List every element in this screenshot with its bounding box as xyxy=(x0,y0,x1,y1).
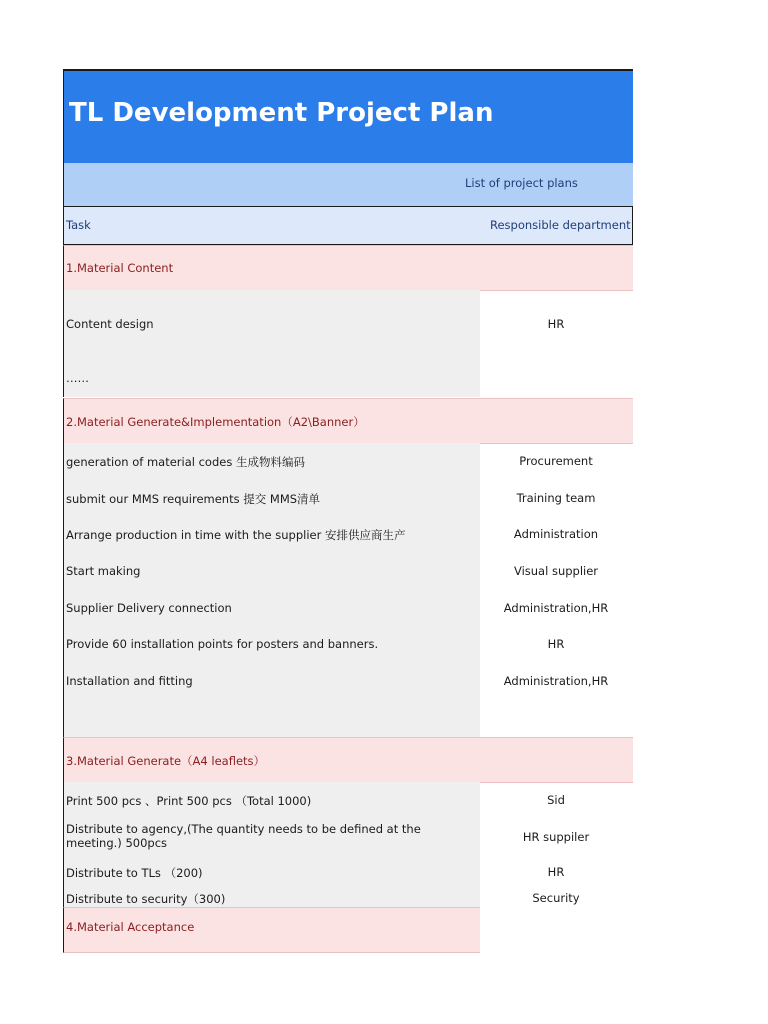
subtitle: List of project plans xyxy=(465,176,578,190)
responsible-cell[interactable]: HR xyxy=(547,865,565,879)
task-cell[interactable]: Print 500 pcs 、Print 500 pcs （Total 1000) xyxy=(66,794,312,808)
task-cell[interactable]: Distribute to TLs （200) xyxy=(66,866,203,880)
responsible-cell[interactable]: Training team xyxy=(516,491,596,505)
responsible-cell[interactable]: Visual supplier xyxy=(513,564,599,578)
subtitle-bar xyxy=(63,163,633,207)
header-responsible-cell[interactable] xyxy=(480,207,633,245)
responsible-cell[interactable]: Administration,HR xyxy=(503,601,609,615)
responsible-cell[interactable]: Administration xyxy=(513,527,599,541)
page-title: TL Development Project Plan xyxy=(69,98,494,128)
task-cell[interactable]: Distribute to security（300) xyxy=(66,892,226,906)
responsible-cell[interactable]: HR xyxy=(547,317,565,331)
task-cell[interactable]: Installation and fitting xyxy=(66,674,193,688)
task-cell[interactable]: submit our MMS requirements 提交 MMS清单 xyxy=(66,492,321,506)
responsible-cell[interactable]: Sid xyxy=(547,793,565,807)
responsible-cell[interactable]: HR xyxy=(547,637,565,651)
section-4-header[interactable] xyxy=(63,907,480,953)
responsible-cell[interactable]: Procurement xyxy=(519,454,593,468)
section-2-header[interactable] xyxy=(63,398,633,444)
header-task-label: Task xyxy=(66,218,91,232)
responsible-cell[interactable]: Administration,HR xyxy=(503,674,609,688)
header-responsible-label: Responsible department xyxy=(490,218,631,232)
task-cell[interactable]: Content design xyxy=(66,317,154,331)
task-cell[interactable]: Start making xyxy=(66,564,141,578)
section-1-header[interactable] xyxy=(63,245,633,291)
section-3-title: 3.Material Generate（A4 leaflets） xyxy=(66,754,266,768)
section-4-title: 4.Material Acceptance xyxy=(66,920,195,934)
task-cell[interactable]: Arrange production in time with the supplier 安排供应商生产 xyxy=(66,528,406,542)
responsible-cell[interactable]: HR suppiler xyxy=(522,830,590,844)
section-2-title: 2.Material Generate&Implementation（A2\Banner） xyxy=(66,415,365,429)
section-1-title: 1.Material Content xyxy=(66,261,174,275)
task-cell[interactable]: generation of material codes 生成物料编码 xyxy=(66,455,305,469)
section-1-task-area xyxy=(63,290,480,397)
responsible-cell[interactable]: Security xyxy=(532,891,580,905)
section-3-header[interactable] xyxy=(63,737,633,783)
section-2-task-area xyxy=(63,443,480,737)
task-cell[interactable]: Provide 60 installation points for posters and banners. xyxy=(66,637,379,651)
task-cell[interactable]: …… xyxy=(66,371,89,385)
task-cell[interactable]: Distribute to agency,(The quantity needs to be defined at the meeting.) 500pcs xyxy=(66,822,421,850)
task-cell[interactable]: Supplier Delivery connection xyxy=(66,601,232,615)
header-task-cell[interactable] xyxy=(63,207,481,245)
title-bar xyxy=(63,69,633,163)
